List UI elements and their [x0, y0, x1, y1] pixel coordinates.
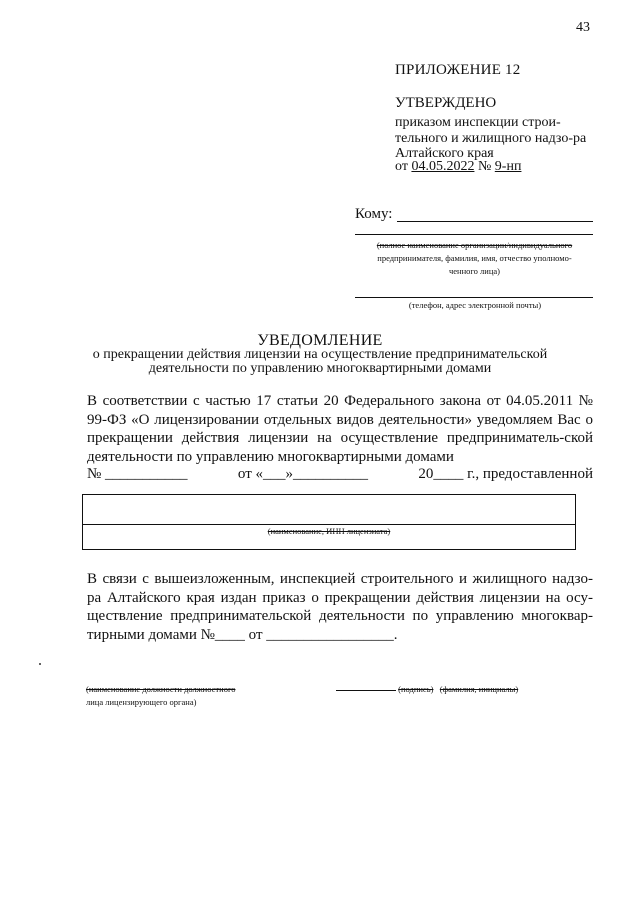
sign-caption: (подпись): [398, 684, 434, 694]
margin-dot: [39, 663, 41, 665]
paragraph-order: В связи с вышеизложенным, инспекцией строительного и жилищного надзо-ра Алтайского края издан приказ о прекращении действия лицензии на осу-ществление предпринимательской деятельности по управлению многоквар-тирными домами №____ от _________________.: [87, 571, 593, 643]
paragraph-notification: В соответствии с частью 17 статьи 20 Федерального закона от 04.05.2011 № 99-ФЗ «О лицензировании отдельных видов деятельности» уведомляем Вас о прекращении действия лицензии на осуществление предприниматель-ской деятельности по управлению многоквартирными домами: [87, 393, 593, 465]
position-caption: [86, 683, 276, 709]
licensee-box[interactable]: [82, 494, 576, 550]
order-date: 04.05.2022: [411, 159, 475, 174]
name-caption: (фамилия, инициалы): [439, 684, 519, 694]
document-title: УВЕДОМЛЕНИЕ: [257, 332, 383, 349]
license-year-field[interactable]: 20____ г., предоставленной: [418, 466, 593, 482]
recipient-caption-3: ченного лица): [449, 266, 500, 276]
order-number: 9-нп: [494, 159, 522, 174]
license-fill-line: [87, 466, 593, 483]
licensee-caption: (наименование, ИНН лицензиата): [267, 526, 391, 536]
order-date-line: [395, 159, 521, 175]
order-number-prefix: №: [477, 159, 492, 174]
phone-caption: (телефон, адрес электронной почты): [408, 300, 542, 310]
page-number: 43: [576, 20, 590, 35]
approved-heading: УТВЕРЖДЕНО: [395, 95, 497, 111]
license-date-field[interactable]: от «___»__________: [237, 466, 369, 482]
order-text: приказом инспекции строи-тельного и жилищного надзо-ра Алтайского края: [395, 115, 587, 161]
recipient-label: Кому:: [355, 206, 393, 222]
recipient-caption-1: (полное наименование организации/индивидуального: [376, 240, 573, 250]
signature-line[interactable]: [336, 690, 396, 691]
position-caption-2: лица лицензирующего органа): [86, 697, 197, 707]
recipient-caption: [352, 239, 597, 278]
signature-caption: [336, 683, 566, 696]
license-number-field[interactable]: № ___________: [87, 466, 188, 482]
recipient-line-2[interactable]: [355, 234, 593, 235]
phone-line[interactable]: [355, 297, 593, 298]
recipient-caption-2: предпринимателя, фамилия, имя, отчество уполномо-: [377, 253, 572, 263]
position-caption-1: (наименование должности должностного: [86, 684, 236, 694]
document-subtitle: о прекращении действия лицензии на осуществление предпринимательской деятельности по управлению многоквартирными домами: [92, 347, 548, 376]
appendix-heading: ПРИЛОЖЕНИЕ 12: [395, 62, 521, 78]
recipient-line-1[interactable]: [397, 221, 593, 222]
order-date-prefix: от: [395, 159, 408, 174]
